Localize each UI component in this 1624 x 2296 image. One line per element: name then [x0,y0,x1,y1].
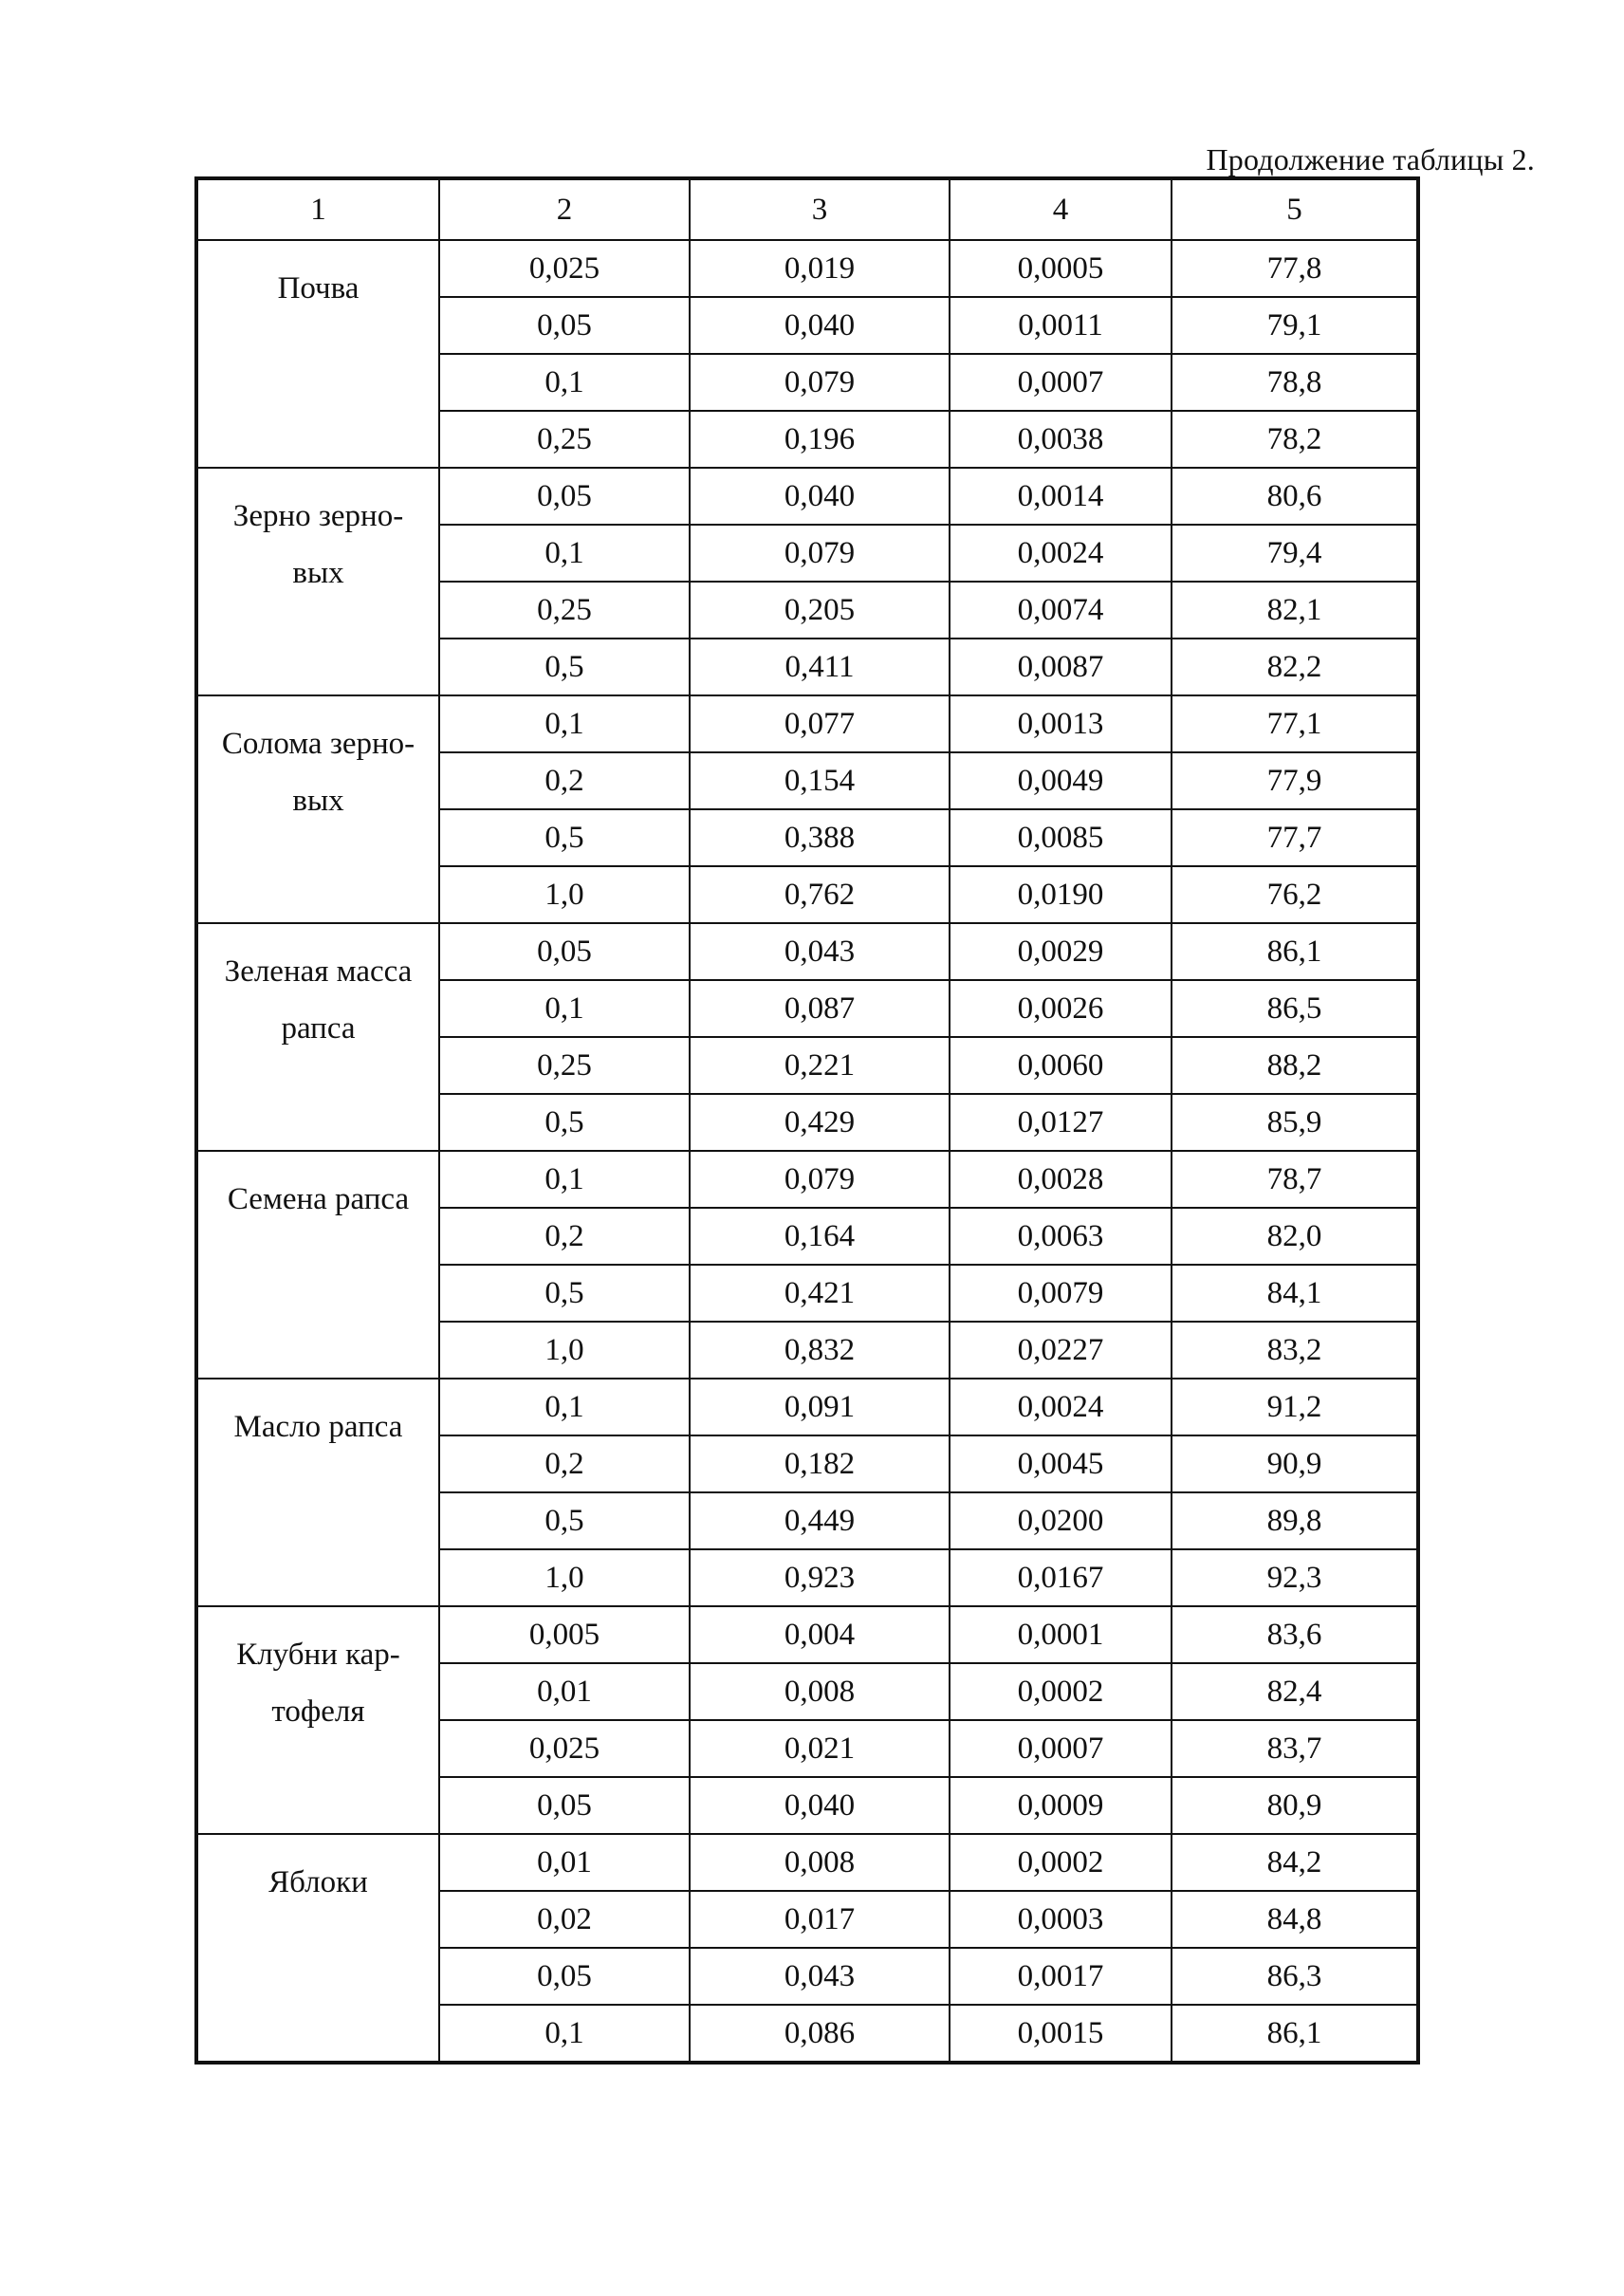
value-cell-col5: 83,6 [1172,1606,1418,1663]
value-cell-col4: 0,0074 [950,582,1172,639]
table-caption: Продолжение таблицы 2. [1206,142,1535,176]
value-cell-col4: 0,0026 [950,980,1172,1037]
sample-name-line: рапса [281,1011,356,1046]
value-cell-col5: 79,1 [1172,297,1418,354]
value-cell-col4: 0,0015 [950,2005,1172,2063]
value-cell-col3: 0,008 [690,1834,950,1891]
value-cell-col3: 0,421 [690,1265,950,1322]
value-cell-col5: 82,2 [1172,639,1418,695]
value-cell-col4: 0,0167 [950,1549,1172,1606]
value-cell-col4: 0,0013 [950,695,1172,752]
value-cell-col3: 0,040 [690,297,950,354]
value-cell-col4: 0,0024 [950,1379,1172,1435]
value-cell-col5: 82,4 [1172,1663,1418,1720]
header-row [196,178,1418,240]
table-row [196,1151,1418,1208]
value-cell-col4: 0,0127 [950,1094,1172,1151]
value-cell-col2: 0,02 [439,1891,690,1948]
value-cell-col2: 0,1 [439,1151,690,1208]
sample-name-cell [196,695,439,923]
header-cell-3: 3 [690,178,950,240]
sample-name-line: Клубни кар- [236,1638,400,1672]
value-cell-col4: 0,0045 [950,1435,1172,1492]
value-cell-col2: 0,25 [439,1037,690,1094]
value-cell-col3: 0,040 [690,1777,950,1834]
value-cell-col4: 0,0200 [950,1492,1172,1549]
value-cell-col5: 77,8 [1172,240,1418,297]
value-cell-col3: 0,086 [690,2005,950,2063]
sample-name-line: тофеля [271,1694,365,1729]
value-cell-col4: 0,0007 [950,1720,1172,1777]
value-cell-col2: 0,05 [439,923,690,980]
value-cell-col3: 0,429 [690,1094,950,1151]
value-cell-col2: 0,05 [439,1948,690,2005]
sample-name-line: Масло рапса [233,1410,403,1444]
value-cell-col5: 84,8 [1172,1891,1418,1948]
header-cell-1: 1 [196,178,439,240]
value-cell-col3: 0,091 [690,1379,950,1435]
value-cell-col2: 0,025 [439,240,690,297]
sample-name-line: вых [292,556,344,590]
value-cell-col2: 0,1 [439,980,690,1037]
value-cell-col5: 84,2 [1172,1834,1418,1891]
value-cell-col5: 86,1 [1172,923,1418,980]
value-cell-col3: 0,079 [690,525,950,582]
value-cell-col3: 0,388 [690,809,950,866]
value-cell-col4: 0,0002 [950,1834,1172,1891]
value-cell-col4: 0,0003 [950,1891,1172,1948]
value-cell-col3: 0,196 [690,411,950,468]
value-cell-col3: 0,019 [690,240,950,297]
value-cell-col2: 0,1 [439,695,690,752]
value-cell-col5: 91,2 [1172,1379,1418,1435]
value-cell-col5: 79,4 [1172,525,1418,582]
sample-name-line: вых [292,784,344,818]
value-cell-col3: 0,221 [690,1037,950,1094]
value-cell-col5: 77,1 [1172,695,1418,752]
value-cell-col2: 0,01 [439,1663,690,1720]
value-cell-col2: 0,05 [439,297,690,354]
table-row [196,1379,1418,1435]
data-table [194,176,1420,2065]
sample-name-line: Зеленая масса [224,954,413,989]
value-cell-col2: 0,1 [439,525,690,582]
value-cell-col2: 0,5 [439,639,690,695]
value-cell-col4: 0,0029 [950,923,1172,980]
header-cell-2: 2 [439,178,690,240]
sample-name-cell [196,468,439,695]
value-cell-col5: 78,2 [1172,411,1418,468]
value-cell-col4: 0,0002 [950,1663,1172,1720]
value-cell-col3: 0,411 [690,639,950,695]
value-cell-col2: 0,05 [439,468,690,525]
value-cell-col4: 0,0001 [950,1606,1172,1663]
sample-name-cell [196,1606,439,1834]
value-cell-col4: 0,0017 [950,1948,1172,2005]
value-cell-col3: 0,923 [690,1549,950,1606]
sample-name-line: Зерно зерно- [232,499,404,533]
value-cell-col2: 0,1 [439,2005,690,2063]
value-cell-col4: 0,0011 [950,297,1172,354]
value-cell-col4: 0,0079 [950,1265,1172,1322]
value-cell-col2: 1,0 [439,866,690,923]
value-cell-col5: 84,1 [1172,1265,1418,1322]
value-cell-col4: 0,0005 [950,240,1172,297]
value-cell-col3: 0,154 [690,752,950,809]
value-cell-col4: 0,0028 [950,1151,1172,1208]
value-cell-col5: 82,0 [1172,1208,1418,1265]
sample-name-cell [196,923,439,1151]
value-cell-col3: 0,762 [690,866,950,923]
value-cell-col4: 0,0024 [950,525,1172,582]
table-row [196,1834,1418,1891]
value-cell-col2: 0,2 [439,1208,690,1265]
value-cell-col2: 0,2 [439,1435,690,1492]
value-cell-col2: 1,0 [439,1549,690,1606]
value-cell-col5: 77,7 [1172,809,1418,866]
value-cell-col2: 0,5 [439,1265,690,1322]
table-row [196,240,1418,297]
value-cell-col3: 0,021 [690,1720,950,1777]
value-cell-col3: 0,040 [690,468,950,525]
value-cell-col3: 0,004 [690,1606,950,1663]
value-cell-col5: 85,9 [1172,1094,1418,1151]
sample-name-cell [196,1834,439,2063]
value-cell-col2: 0,1 [439,354,690,411]
value-cell-col4: 0,0190 [950,866,1172,923]
value-cell-col4: 0,0087 [950,639,1172,695]
table-row [196,1606,1418,1663]
value-cell-col3: 0,077 [690,695,950,752]
value-cell-col2: 0,005 [439,1606,690,1663]
value-cell-col3: 0,017 [690,1891,950,1948]
value-cell-col2: 0,05 [439,1777,690,1834]
sample-name-cell [196,240,439,468]
sample-name-line: Яблоки [268,1865,368,1899]
value-cell-col5: 83,2 [1172,1322,1418,1379]
value-cell-col3: 0,087 [690,980,950,1037]
value-cell-col2: 0,1 [439,1379,690,1435]
value-cell-col5: 89,8 [1172,1492,1418,1549]
header-cell-5: 5 [1172,178,1418,240]
value-cell-col4: 0,0007 [950,354,1172,411]
value-cell-col5: 77,9 [1172,752,1418,809]
sample-name-line: Почва [277,271,360,306]
value-cell-col3: 0,449 [690,1492,950,1549]
table-row [196,695,1418,752]
value-cell-col5: 80,9 [1172,1777,1418,1834]
value-cell-col3: 0,205 [690,582,950,639]
value-cell-col3: 0,832 [690,1322,950,1379]
value-cell-col2: 0,025 [439,1720,690,1777]
value-cell-col5: 86,5 [1172,980,1418,1037]
value-cell-col4: 0,0063 [950,1208,1172,1265]
value-cell-col5: 78,8 [1172,354,1418,411]
value-cell-col3: 0,079 [690,354,950,411]
value-cell-col5: 78,7 [1172,1151,1418,1208]
value-cell-col5: 83,7 [1172,1720,1418,1777]
value-cell-col4: 0,0085 [950,809,1172,866]
table-row [196,923,1418,980]
value-cell-col2: 0,5 [439,809,690,866]
value-cell-col4: 0,0014 [950,468,1172,525]
value-cell-col2: 0,2 [439,752,690,809]
value-cell-col2: 0,01 [439,1834,690,1891]
value-cell-col3: 0,079 [690,1151,950,1208]
value-cell-col2: 0,25 [439,582,690,639]
value-cell-col5: 90,9 [1172,1435,1418,1492]
value-cell-col3: 0,182 [690,1435,950,1492]
value-cell-col5: 92,3 [1172,1549,1418,1606]
table-row [196,468,1418,525]
value-cell-col4: 0,0227 [950,1322,1172,1379]
value-cell-col3: 0,043 [690,923,950,980]
sample-name-cell [196,1379,439,1606]
sample-name-line: Солома зерно- [221,727,415,761]
value-cell-col3: 0,008 [690,1663,950,1720]
value-cell-col2: 0,25 [439,411,690,468]
value-cell-col2: 0,5 [439,1492,690,1549]
value-cell-col5: 80,6 [1172,468,1418,525]
value-cell-col5: 86,1 [1172,2005,1418,2063]
header-cell-4: 4 [950,178,1172,240]
value-cell-col4: 0,0060 [950,1037,1172,1094]
value-cell-col3: 0,164 [690,1208,950,1265]
value-cell-col4: 0,0038 [950,411,1172,468]
value-cell-col5: 86,3 [1172,1948,1418,2005]
value-cell-col4: 0,0049 [950,752,1172,809]
value-cell-col2: 0,5 [439,1094,690,1151]
sample-name-cell [196,1151,439,1379]
value-cell-col5: 76,2 [1172,866,1418,923]
value-cell-col5: 88,2 [1172,1037,1418,1094]
value-cell-col4: 0,0009 [950,1777,1172,1834]
value-cell-col2: 1,0 [439,1322,690,1379]
value-cell-col3: 0,043 [690,1948,950,2005]
value-cell-col5: 82,1 [1172,582,1418,639]
sample-name-line: Семена рапса [227,1182,410,1216]
